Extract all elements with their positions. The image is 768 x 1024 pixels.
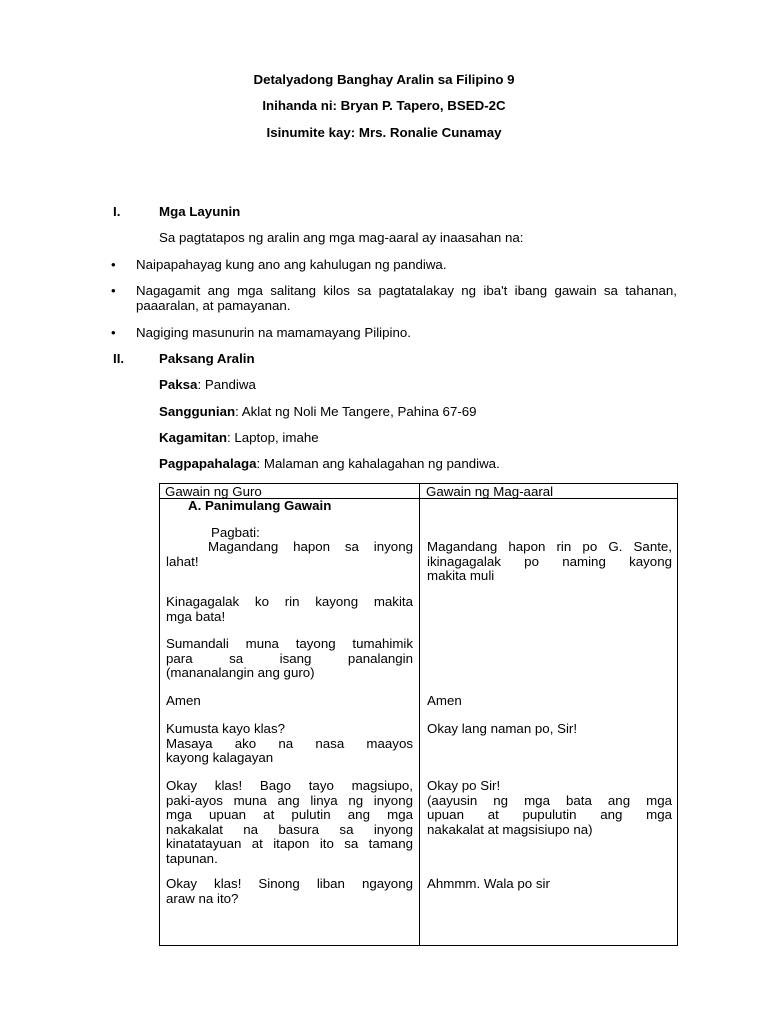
section-2-title: Paksang Aralin [159, 351, 255, 366]
section-2-number: II. [113, 351, 125, 366]
objective-1: Naipapahayag kung ano ang kahulugan ng pandiwa. [136, 257, 447, 272]
teacher-greeting: Magandang hapon sa inyong lahat! [166, 539, 413, 569]
section-1-title: Mga Layunin [159, 204, 241, 219]
pagpapahalaga-line [159, 456, 500, 471]
section-1-intro: Sa pagtatapos ng aralin ang mga mag-aaral ay inaasahan na: [159, 230, 524, 245]
pagpapahalaga-value: : Malaman ang kahalagahan ng pandiwa. [256, 456, 500, 471]
pagpapahalaga-label: Pagpapahalaga [159, 456, 257, 471]
sanggunian-value: : Aklat ng Noli Me Tangere, Pahina 67-69 [235, 404, 477, 419]
kagamitan-line [159, 430, 319, 445]
student-wala: Ahmmm. Wala po sir [427, 876, 550, 891]
bullet-icon: • [111, 257, 116, 272]
section-1-number: I. [113, 204, 121, 219]
lesson-table [159, 483, 678, 946]
objective-2: Nagagamit ang mga salitang kilos sa pagtatalakay ng iba't ibang gawain sa tahanan, paaaralan, at pamayanan. [136, 283, 677, 313]
student-column-header: Gawain ng Mag-aaral [426, 484, 554, 499]
paksa-value: : Pandiwa [197, 377, 256, 392]
paksa-label: Paksa [159, 377, 198, 392]
objective-3: Nagiging masunurin na mamamayang Pilipino. [136, 325, 411, 340]
teacher-liban: Okay klas! Sinong liban ngayong araw na ito? [166, 876, 413, 906]
student-amen: Amen [427, 693, 462, 708]
student-okay-po: Okay po Sir! (aayusin ng mga bata ang mga upuan at pupulutin ang mga nakakalat at magsisiupo na) [427, 778, 672, 837]
student-okay-lang: Okay lang naman po, Sir! [427, 721, 578, 736]
sanggunian-label: Sanggunian [159, 404, 236, 419]
teacher-amen: Amen [166, 693, 201, 708]
submitted-to: Isinumite kay: Mrs. Ronalie Cunamay [266, 125, 502, 140]
section-a-heading: A. Panimulang Gawain [188, 498, 332, 513]
prepared-by: Inihanda ni: Bryan P. Tapero, BSED-2C [262, 98, 506, 113]
document-title: Detalyadong Banghay Aralin sa Filipino 9 [253, 72, 515, 87]
column-divider [419, 484, 420, 945]
bullet-icon: • [111, 325, 116, 340]
sanggunian-line [159, 404, 477, 419]
bullet-icon: • [111, 283, 116, 298]
kagamitan-value: : Laptop, imahe [226, 430, 319, 445]
paksa-line [159, 377, 256, 392]
teacher-okay-klas: Okay klas! Bago tayo magsiupo, paki-ayos muna ang linya ng inyong mga upuan at pulutin ang mga nakakalat na basura sa inyong kinatatayuan at itapon ito sa tamang tapunan. [166, 778, 413, 866]
student-greeting: Magandang hapon rin po G. Sante, ikinagagalak po naming kayong makita muli [427, 539, 672, 583]
teacher-kumusta: Kumusta kayo klas? Masaya ako na nasa maayos kayong kalagayan [166, 721, 413, 765]
teacher-column-header: Gawain ng Guro [165, 484, 262, 499]
teacher-kinagagalak: Kinagagalak ko rin kayong makita mga bata! [166, 594, 413, 624]
teacher-sumandali: Sumandali muna tayong tumahimik para sa isang panalangin (mananalangin ang guro) [166, 636, 413, 680]
pagbati-label: Pagbati: [211, 525, 260, 540]
kagamitan-label: Kagamitan [159, 430, 227, 445]
